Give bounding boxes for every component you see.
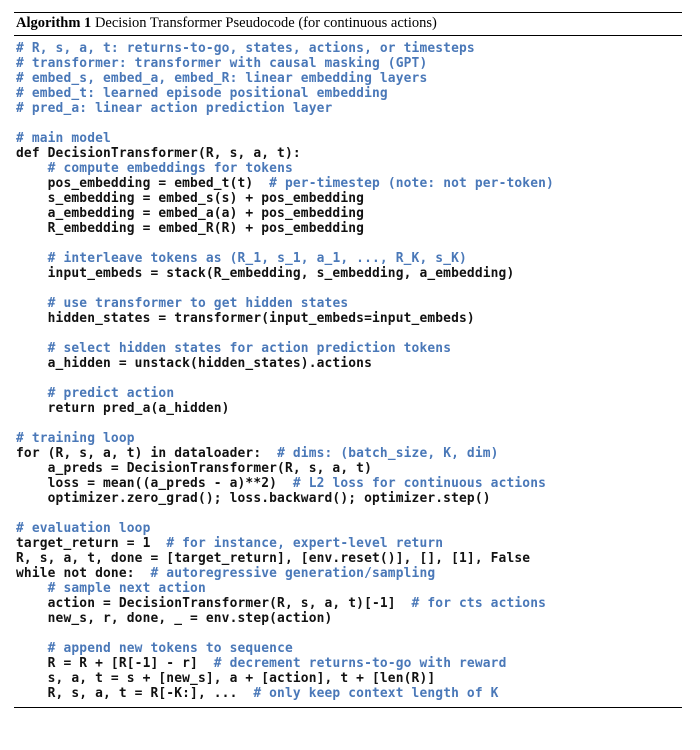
code-text: return pred_a(a_hidden) bbox=[16, 401, 230, 416]
code-comment: # evaluation loop bbox=[16, 521, 151, 536]
code-comment: # L2 loss for continuous actions bbox=[292, 476, 547, 491]
code-line bbox=[16, 356, 682, 371]
algorithm-title: Decision Transformer Pseudocode (for continuous actions) bbox=[94, 15, 437, 31]
code-text bbox=[16, 641, 48, 656]
algorithm-block bbox=[14, 12, 682, 708]
code-line bbox=[16, 341, 682, 356]
code-comment: # only keep context length of K bbox=[253, 686, 499, 701]
code-text: hidden_states = transformer(input_embeds=input_embeds) bbox=[16, 311, 475, 326]
code-text: input_embeds = stack(R_embedding, s_embedding, a_embedding) bbox=[16, 266, 515, 281]
blank-line bbox=[16, 116, 682, 131]
bottom-rule bbox=[14, 707, 682, 708]
code-comment: # embed_s, embed_a, embed_R: linear embedding layers bbox=[16, 71, 428, 86]
code-line bbox=[16, 671, 682, 686]
code-comment: # main model bbox=[16, 131, 111, 146]
code-comment: # dims: (batch_size, K, dim) bbox=[277, 446, 499, 461]
code-line bbox=[16, 221, 682, 236]
code-text: while not done: bbox=[16, 566, 151, 581]
algorithm-caption bbox=[14, 13, 682, 35]
code-line bbox=[16, 206, 682, 221]
code-line bbox=[16, 536, 682, 551]
code-line bbox=[16, 596, 682, 611]
code-comment: # per-timestep (note: not per-token) bbox=[269, 176, 554, 191]
code-comment: # sample next action bbox=[47, 581, 206, 596]
code-comment: # interleave tokens as (R_1, s_1, a_1, ..., R_K, s_K) bbox=[47, 251, 467, 266]
code-text bbox=[16, 386, 48, 401]
code-comment: # pred_a: linear action prediction layer bbox=[16, 101, 333, 116]
blank-line bbox=[16, 236, 682, 251]
code-text: s, a, t = s + [new_s], a + [action], t + [len(R)] bbox=[16, 671, 436, 686]
code-line bbox=[16, 86, 682, 101]
code-line bbox=[16, 266, 682, 281]
code-comment: # predict action bbox=[47, 386, 175, 401]
code-line bbox=[16, 551, 682, 566]
code-text: optimizer.zero_grad(); loss.backward(); optimizer.step() bbox=[16, 491, 491, 506]
code-line bbox=[16, 431, 682, 446]
code-text: action = DecisionTransformer(R, s, a, t)[-1] bbox=[16, 596, 412, 611]
code-line bbox=[16, 176, 682, 191]
code-comment: # training loop bbox=[16, 431, 135, 446]
code-text: a_preds = DecisionTransformer(R, s, a, t) bbox=[16, 461, 372, 476]
code-text: s_embedding = embed_s(s) + pos_embedding bbox=[16, 191, 365, 206]
code-line bbox=[16, 56, 682, 71]
code-line bbox=[16, 491, 682, 506]
code-text bbox=[16, 296, 48, 311]
code-line bbox=[16, 386, 682, 401]
blank-line bbox=[16, 371, 682, 386]
code-line bbox=[16, 311, 682, 326]
code-text: pos_embedding = embed_t(t) bbox=[16, 176, 270, 191]
code-line bbox=[16, 191, 682, 206]
pseudocode-block bbox=[14, 36, 682, 707]
code-line bbox=[16, 686, 682, 701]
code-text bbox=[16, 251, 48, 266]
code-line bbox=[16, 146, 682, 161]
code-line bbox=[16, 476, 682, 491]
code-text: R, s, a, t = R[-K:], ... bbox=[16, 686, 254, 701]
algorithm-label: Algorithm 1 bbox=[16, 15, 92, 31]
code-line bbox=[16, 296, 682, 311]
blank-line bbox=[16, 281, 682, 296]
code-line bbox=[16, 161, 682, 176]
code-comment: # append new tokens to sequence bbox=[47, 641, 293, 656]
code-text: a_embedding = embed_a(a) + pos_embedding bbox=[16, 206, 365, 221]
code-comment: # embed_t: learned episode positional embedding bbox=[16, 86, 388, 101]
code-text: def DecisionTransformer(R, s, a, t): bbox=[16, 146, 301, 161]
code-text: target_return = 1 bbox=[16, 536, 167, 551]
code-text: R, s, a, t, done = [target_return], [env.reset()], [], [1], False bbox=[16, 551, 531, 566]
code-text: R = R + [R[-1] - r] bbox=[16, 656, 214, 671]
code-line bbox=[16, 521, 682, 536]
code-line bbox=[16, 656, 682, 671]
code-line bbox=[16, 401, 682, 416]
code-line bbox=[16, 131, 682, 146]
code-line bbox=[16, 71, 682, 86]
code-text: for (R, s, a, t) in dataloader: bbox=[16, 446, 278, 461]
code-comment: # compute embeddings for tokens bbox=[47, 161, 293, 176]
code-comment: # transformer: transformer with causal masking (GPT) bbox=[16, 56, 428, 71]
code-line bbox=[16, 101, 682, 116]
code-comment: # for instance, expert-level return bbox=[166, 536, 444, 551]
code-line bbox=[16, 446, 682, 461]
code-line bbox=[16, 581, 682, 596]
code-comment: # use transformer to get hidden states bbox=[47, 296, 349, 311]
code-line bbox=[16, 566, 682, 581]
code-line bbox=[16, 251, 682, 266]
code-text: loss = mean((a_preds - a)**2) bbox=[16, 476, 293, 491]
code-line bbox=[16, 461, 682, 476]
code-text bbox=[16, 581, 48, 596]
code-line bbox=[16, 641, 682, 656]
blank-line bbox=[16, 626, 682, 641]
code-text bbox=[16, 161, 48, 176]
blank-line bbox=[16, 326, 682, 341]
code-text bbox=[16, 341, 48, 356]
code-comment: # select hidden states for action prediction tokens bbox=[47, 341, 452, 356]
code-text: a_hidden = unstack(hidden_states).actions bbox=[16, 356, 372, 371]
code-text: R_embedding = embed_R(R) + pos_embedding bbox=[16, 221, 365, 236]
code-line bbox=[16, 611, 682, 626]
code-comment: # R, s, a, t: returns-to-go, states, actions, or timesteps bbox=[16, 41, 475, 56]
blank-line bbox=[16, 506, 682, 521]
code-comment: # decrement returns-to-go with reward bbox=[213, 656, 507, 671]
code-line bbox=[16, 41, 682, 56]
blank-line bbox=[16, 416, 682, 431]
code-comment: # for cts actions bbox=[411, 596, 547, 611]
code-comment: # autoregressive generation/sampling bbox=[150, 566, 436, 581]
code-text: new_s, r, done, _ = env.step(action) bbox=[16, 611, 333, 626]
